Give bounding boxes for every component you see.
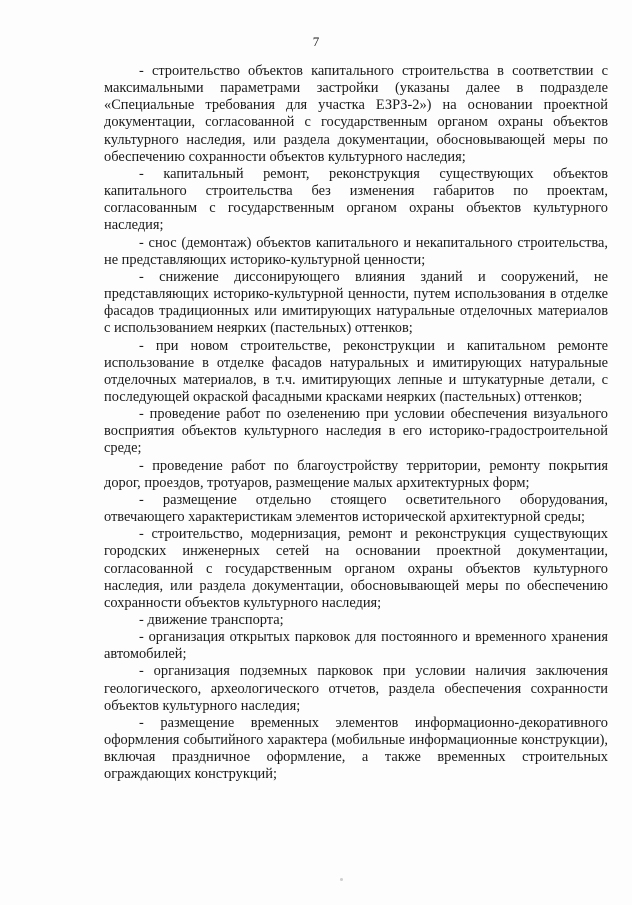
scan-speck: [340, 878, 343, 881]
list-item: - организация открытых парковок для постоянного и временного хранения автомобилей;: [104, 629, 608, 663]
list-item: - снижение диссонирующего влияния зданий и сооружений, не представляющих историко-культурной ценности, путем использования в отделке фасадов традиционных или имитирующих натуральные отделочных материалов с использованием неярких (пастельных) оттенков;: [104, 268, 608, 337]
document-body: [104, 63, 608, 784]
list-item: - проведение работ по благоустройству территории, ремонту покрытия дорог, проездов, тротуаров, размещение малых архитектурных форм;: [104, 457, 608, 491]
list-item: - строительство, модернизация, ремонт и реконструкция существующих городских инженерных сетей на основании проектной документации, согласованной с государственным органом охраны объектов культурного наследия, или раздела документации, обосновывающей меры по обеспечению сохранности объектов культурного наследия;: [104, 526, 608, 611]
list-item: - строительство объектов капитального строительства в соответствии с максимальными параметрами застройки (указаны далее в подразделе «Специальные требования для участка ЕЗРЗ-2») на основании проектной документации, согласованной с государственным органом охраны объектов культурного наследия, или раздела документации, обосновывающей меры по обеспечению сохранности объектов культурного наследия;: [104, 63, 608, 165]
list-item: - капитальный ремонт, реконструкция существующих объектов капитального строительства без изменения габаритов по проектам, согласованным с государственным органом охраны объектов культурного наследия;: [104, 165, 608, 234]
page-number: 7: [312, 34, 320, 49]
list-item: - размещение отдельно стоящего осветительного оборудования, отвечающего характеристикам элементов исторической архитектурной среды;: [104, 491, 608, 526]
list-item: - движение транспорта;: [139, 612, 284, 628]
list-item: - размещение временных элементов информационно-декоративного оформления событийного характера (мобильные информационные конструкции), включая праздничное оформление, а также временных строительных ограждающих конструкций;: [104, 714, 608, 783]
list-item: - снос (демонтаж) объектов капитального и некапитального строительства, не представляющих историко-культурной ценности;: [104, 234, 608, 268]
list-item: - организация подземных парковок при условии наличия заключения геологического, археологического отчетов, раздела обеспечения сохранности объектов культурного наследия;: [104, 663, 608, 714]
list-item: - проведение работ по озеленению при условии обеспечения визуального восприятия объектов культурного наследия в его историко-градостроительной среде;: [104, 406, 608, 457]
list-item: - при новом строительстве, реконструкции и капитальном ремонте использование в отделке фасадов натуральных и имитирующих натуральные отделочных материалов, в т.ч. имитирующих лепные и штукатурные детали, с последующей окраской фасадными красками неярких (пастельных) оттенков;: [104, 337, 608, 405]
